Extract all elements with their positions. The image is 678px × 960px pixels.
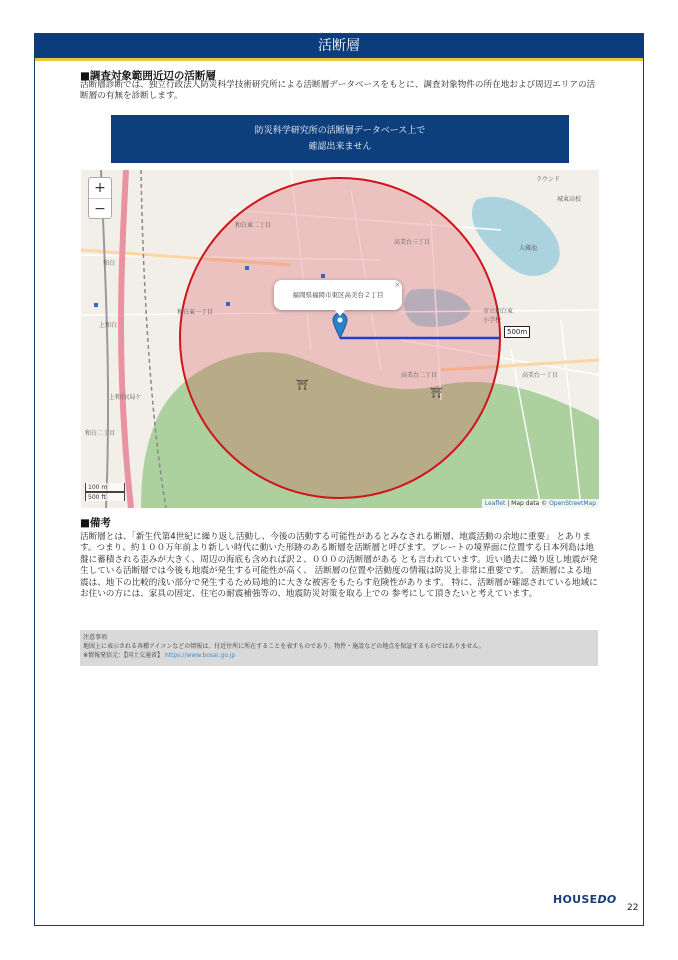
notice-line-2: 確認出来ません xyxy=(308,142,372,152)
map-tiles xyxy=(81,170,599,508)
osm-link[interactable]: OpenStreetMap xyxy=(549,500,596,507)
zoom-in-button[interactable]: + xyxy=(94,180,106,196)
page-number: 22 xyxy=(627,903,639,913)
zoom-out-button[interactable]: − xyxy=(89,198,111,219)
map-label: 高美台二丁目 xyxy=(401,372,438,379)
leaflet-link[interactable]: Leaflet xyxy=(484,500,506,507)
map-label: 和白東一丁目 xyxy=(177,309,214,316)
logo-text-a: HOUSE xyxy=(553,893,598,906)
page-title: 活断層 xyxy=(35,34,643,58)
map-label: 上和白(局ケ xyxy=(109,394,142,401)
location-popup: 福岡県福岡市東区高美台２丁目 xyxy=(274,280,402,310)
disclaimer-source-link[interactable]: https://www.bosai.go.jp xyxy=(164,652,236,659)
map-label: 大蔵池 xyxy=(519,245,538,252)
scale-metric: 100 m xyxy=(85,483,125,492)
section-text-notes: 活断層とは、「新生代第4世紀に繰り返し活動し、今後の活動する可能性があるとみなされる断層、地震活動の余地に重要」 とあります。つまり、約１００万年前より新しい時代に動いた形跡のある断層を活断層と呼びます。プレートの境界面に位置する日本列島は地盤に蓄積される歪みが大きく、周辺の海底も含めれば訳２、０００の活断層がある とも言われています。近い過去に繰り返し地震が発生している活断層では今後も地震が発生する可能性が高く、 活断層の位置や活動度の情報は防災上非常に重要です。 活断層による地震は、地下の比較的浅い部分で発生するため局地的に大きな被害をもたらす危険性があります。 特に、活断層が確認されている地域にお住いの方には、家具の固定、住宅の耐震補強等の、地震防災対策を取る上での 参考にして頂きたいと考えています。 xyxy=(80,532,598,600)
map-label: 高美台一丁目 xyxy=(522,372,559,379)
notice-line-1: 防災科学研究所の活断層データベース上で xyxy=(254,126,426,136)
zoom-control xyxy=(88,177,112,219)
svg-text:⛩: ⛩ xyxy=(430,388,443,399)
popup-tip xyxy=(334,309,346,316)
svg-text:⛩: ⛩ xyxy=(296,380,309,391)
map-label: 和白 xyxy=(103,260,116,267)
scale-imperial: 500 ft xyxy=(85,492,125,501)
disclaimer-line-1: 地図上に表示される各種アイコンなどの情報は、付近住所に所在することを表すものであり、物件・施設などの地点を保証するものではありません。 xyxy=(83,643,485,650)
notice-box xyxy=(111,115,569,163)
attribution-separator: | Map data © xyxy=(505,500,550,507)
map-label: 和白二丁目 xyxy=(85,430,116,437)
distance-label: 500m xyxy=(504,326,530,338)
section-text-survey-area: 活断層診断では、独立行政法人防災科学技術研究所による活断層データベースをもとに、調査対象物件の所在地および周辺エリアの活断層の有無を診断します。 xyxy=(80,80,596,102)
popup-close-icon[interactable]: × xyxy=(394,280,401,289)
logo-text-b: DO xyxy=(597,893,617,906)
section-heading-survey-area: ■調査対象範囲近辺の活断層 xyxy=(80,70,216,82)
disclaimer-box xyxy=(80,630,598,666)
title-underline xyxy=(35,58,643,61)
map-label: 高美台三丁目 xyxy=(394,239,431,246)
map-label: 上和白 xyxy=(99,322,118,329)
housedo-logo xyxy=(553,893,617,906)
map-label: ラウンド xyxy=(536,176,561,183)
map-scale xyxy=(85,483,125,501)
disclaimer-line-2 xyxy=(83,651,595,660)
map-attribution xyxy=(482,499,599,508)
map-label: 和白東二丁目 xyxy=(235,222,272,229)
disclaimer-source: ※情報発信元：【国土交通省】 xyxy=(83,652,164,659)
map-label: 市立和白東小学校 xyxy=(483,308,514,324)
fault-map[interactable] xyxy=(81,170,599,508)
map-label: 城東高校 xyxy=(557,196,582,203)
disclaimer-title: 注意事項 xyxy=(83,634,108,641)
section-heading-notes: ■備考 xyxy=(80,517,111,529)
